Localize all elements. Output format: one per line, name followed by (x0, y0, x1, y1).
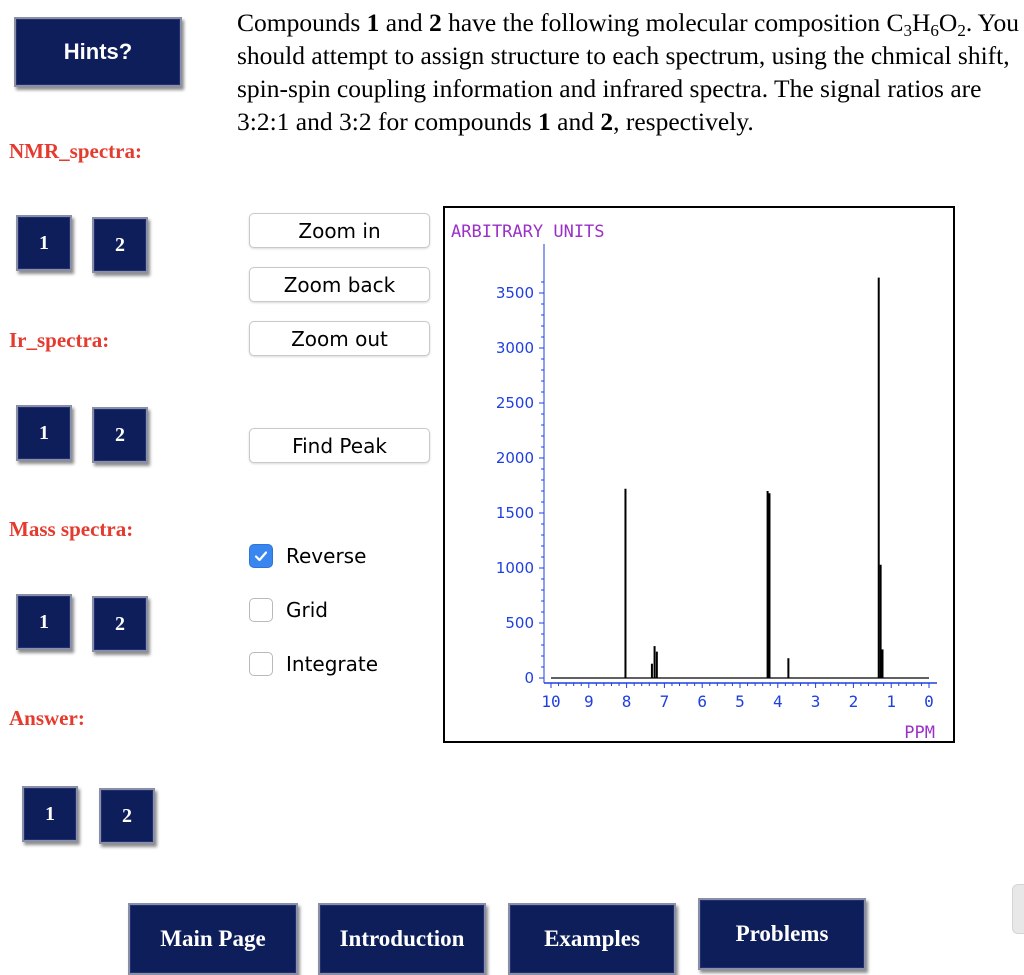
x-tick-label: 5 (735, 692, 745, 711)
grid-label: Grid (286, 598, 328, 622)
examples-button[interactable]: Examples (508, 903, 676, 975)
ir-spectrum-1-button[interactable]: 1 (16, 405, 72, 461)
checkbox-unchecked-icon[interactable] (249, 652, 273, 676)
hints-button[interactable]: Hints? (14, 17, 182, 87)
x-tick-label: 6 (697, 692, 708, 711)
compound-1-ref: 1 (366, 8, 380, 37)
intro-text-4: . You should attempt to assign structure to each spectrum, using the chmical shift, spin-spin coupling information and infrared spectra. The signal ratios are 3:2:1 and 3:2 for compounds (237, 8, 1019, 136)
main-page-button[interactable]: Main Page (128, 903, 298, 975)
zoom-back-button[interactable]: Zoom back (249, 267, 430, 302)
peaks-group (551, 278, 929, 678)
x-tick-label: 9 (583, 692, 594, 711)
integrate-checkbox[interactable] (249, 650, 378, 678)
y-tick-label: 2500 (495, 394, 534, 412)
compound-2-ref: 2 (428, 8, 442, 37)
x-tick-label: 8 (621, 692, 632, 711)
formula-h: H (911, 8, 931, 37)
mass-spectrum-2-button[interactable]: 2 (92, 596, 148, 652)
introduction-button[interactable]: Introduction (318, 903, 486, 975)
nmr-spectrum-svg (445, 208, 953, 741)
intro-text-6: , respectively. (613, 107, 754, 136)
x-tick-label: 4 (772, 692, 783, 711)
integrate-label: Integrate (286, 652, 379, 676)
y-tick-label: 2000 (495, 449, 534, 467)
x-tick-label: 1 (886, 692, 897, 711)
mass-spectrum-1-button[interactable]: 1 (16, 594, 72, 650)
x-tick-label: 0 (924, 692, 934, 711)
compound-1-ref-2: 1 (538, 107, 551, 136)
formula-sub-c: 3 (903, 21, 912, 40)
nmr-spectra-label: NMR_spectra: (9, 139, 142, 163)
intro-text-5: and (550, 107, 601, 136)
x-axis-title: PPM (904, 723, 935, 741)
y-tick-label: 1500 (495, 504, 534, 522)
x-tick-label: 7 (659, 692, 670, 711)
compound-2-ref-2: 2 (600, 107, 614, 136)
zoom-in-button[interactable]: Zoom in (249, 213, 430, 248)
y-tick-label: 3500 (495, 284, 534, 302)
y-tick-label: 3000 (495, 339, 534, 357)
find-peak-button[interactable]: Find Peak (249, 428, 430, 463)
ir-spectrum-2-button[interactable]: 2 (92, 407, 148, 463)
y-tick-label: 1000 (495, 559, 534, 577)
ir-spectra-label: Ir_spectra: (9, 328, 110, 352)
intro-text-3: have the following molecular composition C (441, 8, 904, 37)
grid-checkbox[interactable] (249, 596, 328, 624)
y-tick-label: 0 (524, 669, 534, 687)
x-tick-label: 2 (848, 692, 859, 711)
nmr-spectrum-plot[interactable] (443, 206, 955, 743)
axes-group (496, 244, 937, 711)
problems-button[interactable]: Problems (698, 898, 866, 970)
y-axis-title: ARBITRARY UNITS (451, 222, 605, 242)
x-tick-label: 10 (541, 692, 561, 711)
x-tick-label: 3 (810, 692, 821, 711)
reverse-label: Reverse (286, 544, 367, 568)
y-tick-label: 500 (505, 614, 534, 632)
answer-2-button[interactable]: 2 (99, 788, 155, 844)
mass-spectra-label: Mass spectra: (9, 517, 134, 541)
answer-1-button[interactable]: 1 (22, 786, 78, 842)
checkbox-unchecked-icon[interactable] (249, 598, 273, 622)
nmr-spectrum-2-button[interactable]: 2 (92, 217, 148, 273)
zoom-out-button[interactable]: Zoom out (249, 321, 430, 356)
reverse-checkbox[interactable] (249, 542, 366, 570)
formula-sub-h: 6 (930, 21, 939, 40)
nmr-spectrum-1-button[interactable]: 1 (16, 215, 72, 271)
formula-sub-o: 2 (957, 21, 966, 40)
scrollbar-thumb[interactable] (1012, 884, 1024, 934)
intro-text-1: Compounds (237, 8, 367, 37)
answer-label: Answer: (9, 706, 85, 730)
intro-text-2: and (379, 8, 429, 37)
formula-o: O (938, 8, 958, 37)
intro-text (237, 6, 1022, 138)
checkbox-checked-icon[interactable] (249, 544, 273, 568)
